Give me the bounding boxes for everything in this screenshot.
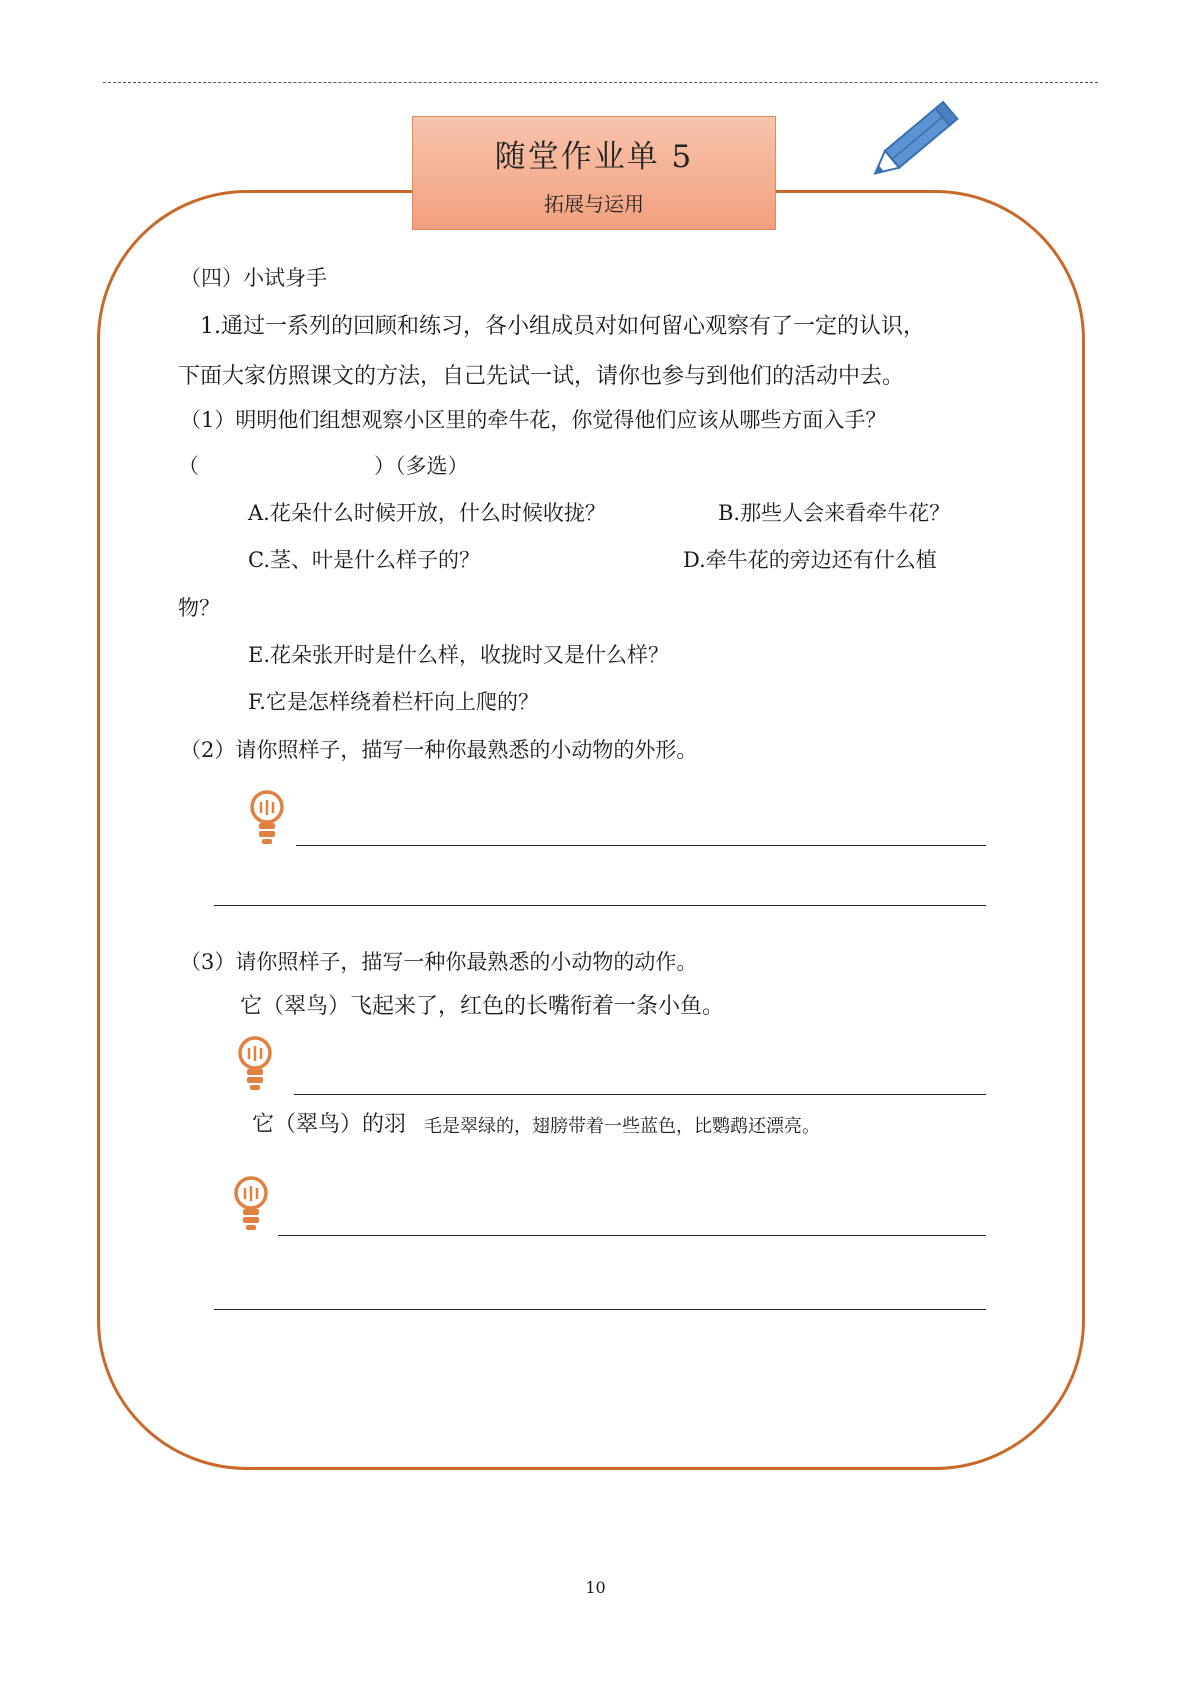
example-sentence-2b: 毛是翠绿的，翅膀带着一些蓝色，比鹦鹉还漂亮。 <box>424 1116 820 1137</box>
option-c: C.茎、叶是什么样子的？ <box>248 548 480 572</box>
worksheet-subtitle: 拓展与运用 <box>544 192 644 216</box>
option-e: E.花朵张开时是什么样，收拢时又是什么样？ <box>248 643 670 667</box>
question-2: （2）请你照样子，描写一种你最熟悉的小动物的外形。 <box>180 738 698 762</box>
answer-line[interactable] <box>214 905 986 906</box>
question-3: （3）请你照样子，描写一种你最熟悉的小动物的动作。 <box>180 950 698 974</box>
option-b: B.那些人会来看牵牛花？ <box>718 501 951 525</box>
answer-blank-close: ）（多选） <box>374 454 469 478</box>
option-a: A.花朵什么时候开放，什么时候收拢？ <box>248 501 606 525</box>
lightbulb-icon <box>234 1034 276 1092</box>
example-sentence-1: 它（翠鸟）飞起来了，红色的长嘴衔着一条小鱼。 <box>240 994 725 1019</box>
answer-line[interactable] <box>214 1309 986 1310</box>
lightbulb-icon <box>246 788 288 846</box>
page-number: 10 <box>585 1578 606 1597</box>
option-f: F.它是怎样绕着栏杆向上爬的？ <box>248 690 539 714</box>
answer-line[interactable] <box>296 845 986 846</box>
pencil-icon <box>860 90 970 190</box>
option-d: D.牵牛花的旁边还有什么植 <box>683 548 937 572</box>
option-d-continued: 物？ <box>178 596 220 620</box>
question-1: （1）明明他们组想观察小区里的牵牛花，你觉得他们应该从哪些方面入手？ <box>180 408 887 432</box>
section-heading: （四）小试身手 <box>180 266 327 290</box>
title-box <box>412 116 776 230</box>
lightbulb-icon <box>230 1174 272 1232</box>
answer-line[interactable] <box>294 1094 986 1095</box>
answer-blank-open: （ <box>178 454 199 478</box>
intro-line-2: 下面大家仿照课文的方法，自己先试一试，请你也参与到他们的活动中去。 <box>178 364 905 389</box>
intro-line-1: 1.通过一系列的回顾和练习，各小组成员对如何留心观察有了一定的认识， <box>200 314 925 339</box>
header-divider <box>103 82 1098 83</box>
answer-line[interactable] <box>278 1235 986 1236</box>
worksheet-title: 随堂作业单 5 <box>494 139 694 175</box>
example-sentence-2a: 它（翠鸟）的羽 <box>252 1112 407 1137</box>
